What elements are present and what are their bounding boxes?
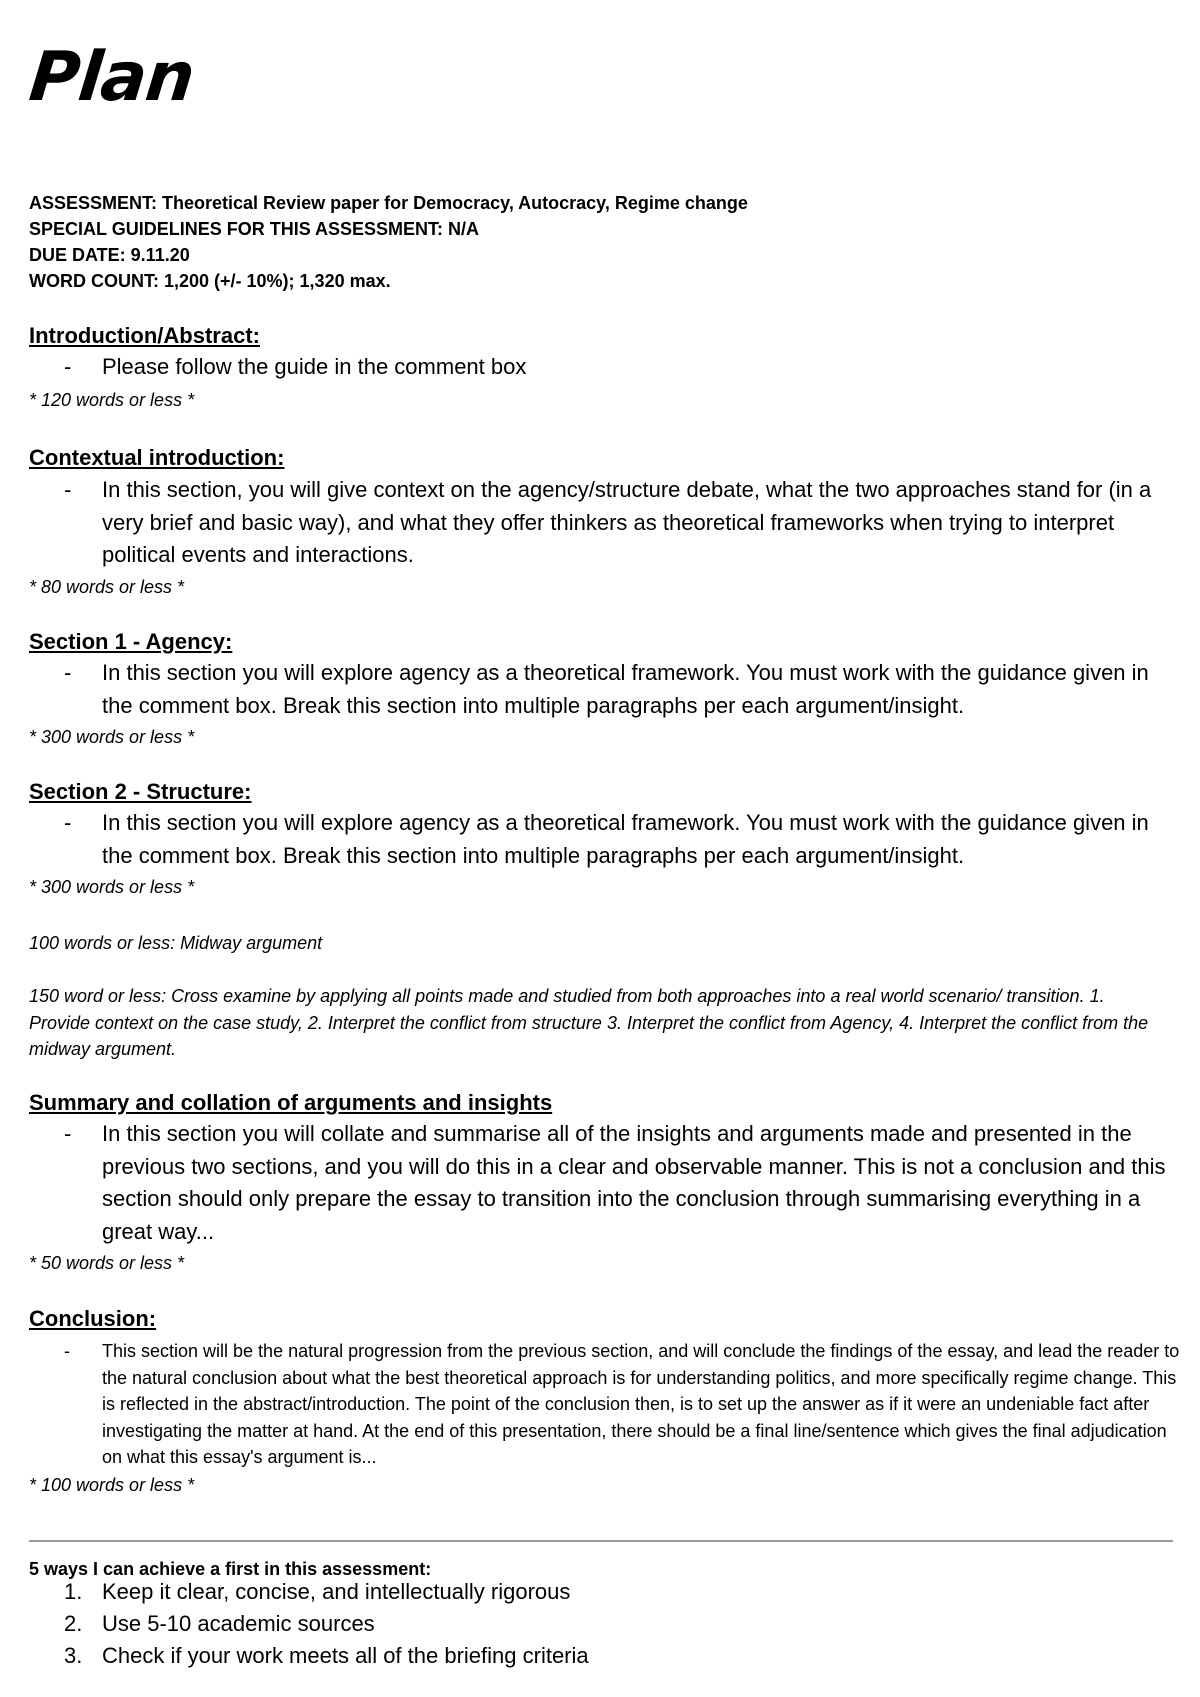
list-number: 2. [64, 1611, 83, 1636]
agency-heading: Section 1 - Agency: [29, 629, 233, 654]
agency-bullet [64, 657, 1184, 722]
list-text: Check if your work meets all of the briefing criteria [102, 1643, 589, 1668]
structure-word-limit: * 300 words or less * [29, 877, 195, 897]
bullet-dash: - [64, 477, 72, 502]
context-word-limit: * 80 words or less * [29, 577, 185, 597]
structure-heading: Section 2 - Structure: [29, 779, 252, 804]
conclusion-bullet [64, 1338, 1184, 1471]
bullet-dash: - [64, 660, 72, 685]
conclusion-bullet-text: This section will be the natural progression from the previous section, and will conclude the findings of the essay, and lead the reader to the natural conclusion about what the best theoretical approach is for understanding politics, and more specifically regime change. This is reflected in the abstract/introduction. The point of the conclusion then, is to set up the answer as if it were an undeniable fact after investigating the matter at hand. At the end of this presentation, there should be a final line/sentence which gives the final adjudication on what this essay's argument is... [102, 1341, 1180, 1467]
summary-word-limit: * 50 words or less * [29, 1253, 185, 1273]
summary-bullet-text: In this section you will collate and summarise all of the insights and arguments made and presented in the previous two sections, and you will do this in a clear and observable manner. This is not a conclusion and this section should only prepare the essay to transition into the conclusion through summarising everything in a great way... [102, 1121, 1166, 1244]
intro-word-limit: * 120 words or less * [29, 390, 195, 410]
ways-title: 5 ways I can achieve a first in this assessment: [29, 1559, 432, 1579]
summary-heading: Summary and collation of arguments and insights [29, 1090, 553, 1115]
list-number: 3. [64, 1643, 83, 1668]
assessment-details [29, 190, 748, 294]
due-date-line: DUE DATE: 9.11.20 [29, 245, 190, 265]
intro-bullet-text: Please follow the guide in the comment box [102, 354, 527, 379]
bullet-dash: - [64, 354, 72, 379]
midway-note: 100 words or less: Midway argument [29, 933, 323, 953]
list-text: Use 5-10 academic sources [102, 1611, 375, 1636]
context-bullet [64, 474, 1184, 572]
word-count-line: WORD COUNT: 1,200 (+/- 10%); 1,320 max. [29, 271, 391, 291]
cross-examine-note: 150 word or less: Cross examine by applying all points made and studied from both approaches into a real world scenario/ transition. 1. Provide context on the case study, 2. Interpret the conflict from structure 3. Interpret the conflict from Agency, 4. Interpret the conflict from the midway argument. [29, 986, 1149, 1059]
list-item [64, 1640, 1164, 1672]
horizontal-divider [29, 1540, 1173, 1542]
agency-word-limit: * 300 words or less * [29, 727, 195, 747]
bullet-dash: - [64, 1121, 72, 1146]
ways-list [64, 1576, 1164, 1672]
assessment-line: ASSESSMENT: Theoretical Review paper for Democracy, Autocracy, Regime change [29, 193, 748, 213]
list-text: Keep it clear, concise, and intellectually rigorous [102, 1579, 571, 1604]
agency-bullet-text: In this section you will explore agency as a theoretical framework. You must work with the guidance given in the comment box. Break this section into multiple paragraphs per each argument/insight. [102, 660, 1149, 718]
summary-bullet [64, 1118, 1184, 1248]
context-heading: Contextual introduction: [29, 445, 285, 470]
bullet-dash: - [64, 1341, 70, 1361]
intro-heading: Introduction/Abstract: [29, 323, 260, 348]
conclusion-heading: Conclusion: [29, 1306, 157, 1331]
page-title: Plan [25, 38, 198, 117]
bullet-dash: - [64, 810, 72, 835]
structure-bullet [64, 807, 1184, 872]
context-bullet-text: In this section, you will give context on the agency/structure debate, what the two approaches stand for (in a very brief and basic way), and what they offer thinkers as theoretical frameworks when trying to interpret political events and interactions. [102, 477, 1152, 567]
list-item [64, 1608, 1164, 1640]
guidelines-line: SPECIAL GUIDELINES FOR THIS ASSESSMENT: N/A [29, 219, 480, 239]
intro-bullet [64, 351, 1184, 384]
list-item [64, 1576, 1164, 1608]
list-number: 1. [64, 1579, 83, 1604]
conclusion-word-limit: * 100 words or less * [29, 1475, 195, 1495]
structure-bullet-text: In this section you will explore agency as a theoretical framework. You must work with the guidance given in the comment box. Break this section into multiple paragraphs per each argument/insight. [102, 810, 1149, 868]
